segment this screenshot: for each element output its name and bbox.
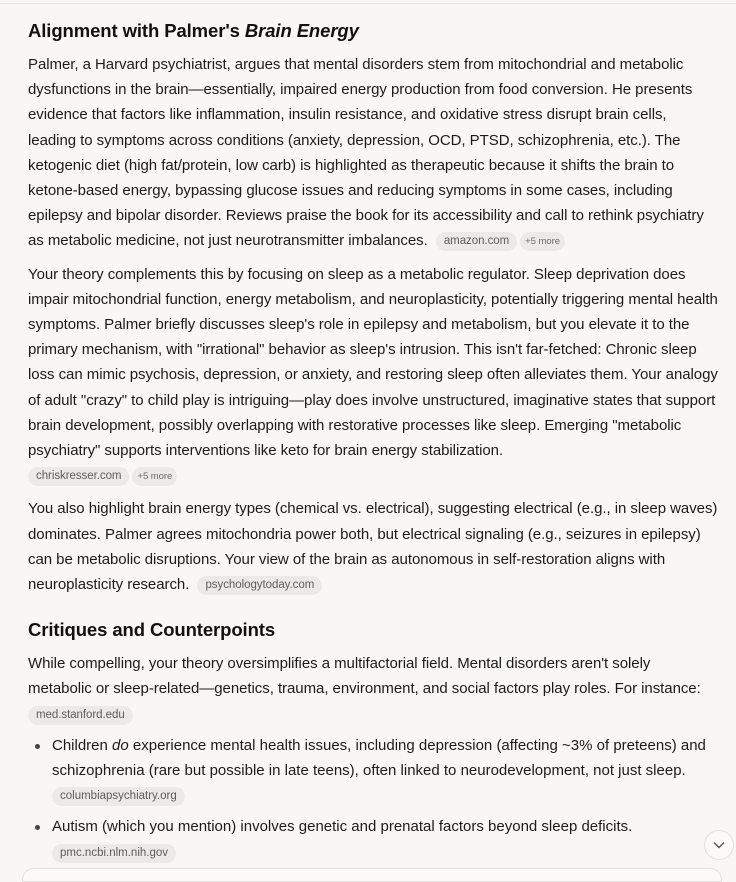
scroll-to-bottom-button[interactable] (704, 830, 734, 860)
paragraph (28, 651, 718, 727)
source-chip[interactable]: amazon.com (436, 232, 517, 251)
list-item-text: Autism (which you mention) involves genetic and prenatal factors beyond sleep deficits. (52, 818, 633, 836)
bullet-list (28, 733, 718, 865)
emphasis: do (112, 736, 129, 754)
source-chip[interactable]: columbiapsychiatry.org (52, 787, 185, 806)
paragraph-text: Palmer, a Harvard psychiatrist, argues that mental disorders stem from mitochondrial and metabolic dysfunctions in the brain—essentially, impaired energy production from food conversion. He presents evidence that factors like inflammation, insulin resistance, and oxidative stress disrupt brain cells, leading to symptoms across conditions (anxiety, depression, OCD, PTSD, schizophrenia, etc.). The ketogenic diet (high fat/protein, low carb) is highlighted as therapeutic because it shifts the brain to ketone-based energy, bypassing glucose issues and reducing symptoms in some cases, including epilepsy and bipolar disorder. Reviews praise the book for its accessibility and call to rethink psychiatry as metabolic medicine, not just neurotransmitter imbalances. (28, 56, 704, 250)
paragraph-text: Your theory complements this by focusing on sleep as a metabolic regulator. Sleep deprivation does impair mitochondrial function, energy metabolism, and neuroplasticity, potentially triggering mental health symptoms. Palmer briefly discusses sleep's role in epilepsy and metabolism, but you elevate it to the primary mechanism, with "irrational" behavior as sleep's intrusion. This isn't far-fetched: Chronic sleep loss can mimic psychosis, depression, or anxiety, and restoring sleep often alleviates them. Your analogy of adult "crazy" to child play is intriguing—play does involve unstructured, imaginative states that support brain development, possibly overlapping with restorative processes like sleep. Emerging "metabolic psychiatry" supports interventions like keto for brain energy stabilization. (28, 265, 718, 460)
section-heading-alignment (28, 18, 718, 44)
top-divider (0, 3, 736, 4)
chevron-down-icon (713, 841, 725, 849)
more-sources-chip[interactable]: +5 more (132, 467, 177, 486)
paragraph (28, 52, 718, 254)
list-item-text: Children (52, 736, 113, 754)
source-chip[interactable]: psychologytoday.com (197, 576, 322, 595)
paragraph (28, 262, 718, 489)
heading-text: Alignment with Palmer's (28, 20, 245, 41)
paragraph (28, 496, 718, 597)
section-heading-critiques: Critiques and Counterpoints (28, 619, 276, 641)
list-item-text: experience mental health issues, including depression (affecting ~3% of preteens) and schizophrenia (rare but possible in late teens), often linked to neurodevelopment, not just sleep. (52, 736, 706, 780)
book-title: Brain Energy (244, 20, 359, 41)
input-bar-edge (22, 868, 722, 882)
more-sources-chip[interactable]: +5 more (520, 232, 565, 251)
source-chip[interactable]: med.stanford.edu (28, 706, 133, 725)
list-item (52, 733, 718, 809)
source-chip[interactable]: pmc.ncbi.nlm.nih.gov (52, 844, 176, 863)
paragraph-text: While compelling, your theory oversimplifies a multifactorial field. Mental disorders aren't solely metabolic or sleep-related—genetics, trauma, environment, and social factors play roles. For instance: (28, 655, 701, 698)
response-content (28, 18, 718, 865)
paragraph-text: You also highlight brain energy types (chemical vs. electrical), suggesting electrical (e.g., in sleep waves) dominates. Palmer agrees mitochondria power both, but electrical signaling (e.g., seizures in epilepsy) can be metabolic disruptions. Your view of the brain as autonomous in self-restoration aligns with neuroplasticity research. (28, 500, 718, 594)
source-chip[interactable]: chriskresser.com (28, 467, 129, 486)
list-item (52, 814, 718, 864)
